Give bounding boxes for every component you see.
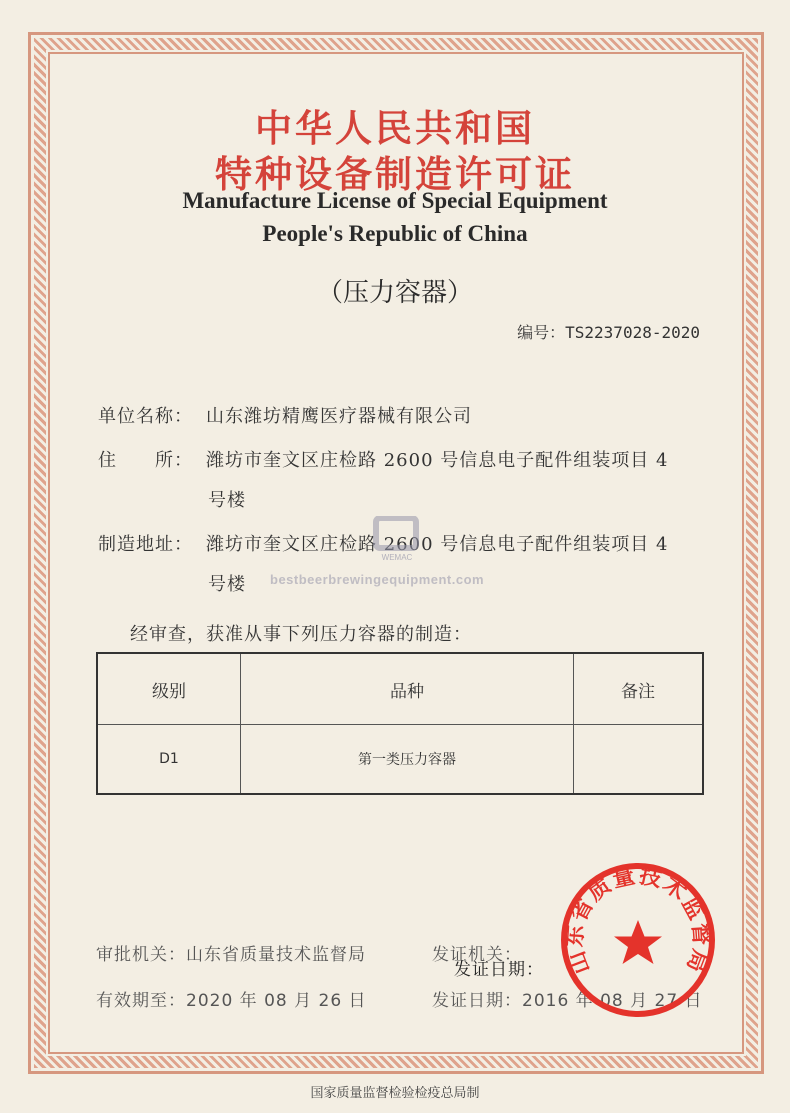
issuing-authority: 审批机关：山东省质量技术监督局 (96, 945, 366, 965)
table-header-row (97, 653, 703, 725)
address-label: 住 所： (98, 450, 193, 471)
issuer-footer: 国家质量监督检验检疫总局制 (310, 1086, 480, 1101)
valid-until: 有效期至：2020 年 08 月 26 日 (96, 991, 367, 1011)
address-value-cont: 号楼 (208, 490, 246, 511)
address-field (98, 446, 668, 472)
watermark-text: bestbeerbrewingequipment.com (270, 572, 485, 587)
svg-text:山东省质量技术监督局 (561, 862, 714, 977)
issuing-office: 发证机关： (432, 945, 522, 965)
mfg-address-value-cont: 号楼 (208, 574, 246, 595)
issue-date-label: 发证日期： (454, 960, 544, 980)
cell-remarks (574, 725, 704, 795)
star-icon (614, 920, 662, 964)
number-value: TS2237028-2020 (565, 323, 700, 342)
title-cn-country: 中华人民共和国 (255, 107, 535, 150)
cell-grade: D1 (97, 725, 241, 795)
unit-name-value: 山东潍坊精鹰医疗器械有限公司 (206, 406, 472, 427)
title-en-country: People's Republic of China (262, 221, 528, 246)
table-row (97, 725, 703, 795)
header-remarks: 备注 (574, 653, 704, 725)
seal-text: 山东省质量技术监督局 (562, 863, 714, 978)
title-cn-license: 特种设备制造许可证 (215, 153, 575, 196)
approved-text: 经审查，获准从事下列压力容器的制造： (130, 624, 472, 645)
license-number (517, 320, 700, 343)
unit-name-field (98, 402, 472, 428)
address-value: 潍坊市奎文区庄检路 2600 号信息电子配件组装项目 4 (206, 450, 669, 471)
header-grade: 级别 (97, 653, 241, 725)
watermark-logo-text: WEMAC (381, 553, 413, 562)
license-table (96, 652, 704, 795)
subtitle-category: （压力容器） (316, 278, 473, 308)
mfg-address-value: 潍坊市奎文区庄检路 2600 号信息电子配件组装项目 4 (206, 534, 669, 555)
header-variety: 品种 (241, 653, 574, 725)
official-seal (558, 860, 718, 1024)
number-label: 编号： (517, 323, 566, 342)
watermark-logo (372, 516, 422, 566)
mfg-address-label: 制造地址： (98, 534, 193, 555)
title-en-license: Manufacture License of Special Equipment (182, 188, 608, 213)
cell-variety: 第一类压力容器 (241, 725, 574, 795)
unit-name-label: 单位名称： (98, 406, 193, 427)
issue-date: 发证日期：2016 年 08 月 27 日 (432, 991, 703, 1011)
